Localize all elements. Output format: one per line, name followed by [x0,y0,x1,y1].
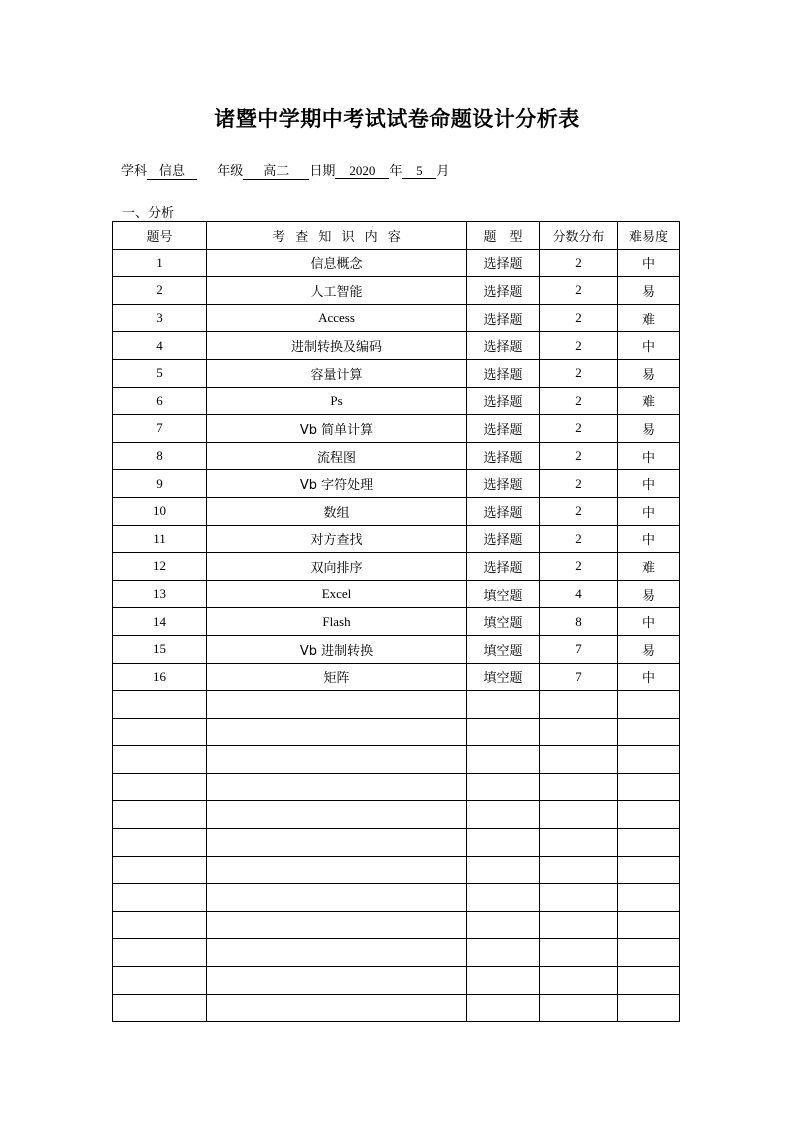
cell-score: 2 [540,525,618,553]
empty-cell [467,994,540,1022]
table-row [113,332,680,360]
cell-type: 选择题 [467,415,540,443]
table-body [113,249,680,1022]
table-row [113,387,680,415]
cell-score: 2 [540,497,618,525]
empty-cell [618,884,680,912]
table-row [113,608,680,636]
empty-cell [113,994,207,1022]
empty-cell [618,911,680,939]
cell-score: 2 [540,387,618,415]
cell-content: Access [207,304,467,332]
cell-content: Vb 进制转换 [207,635,467,663]
cell-number: 7 [113,415,207,443]
cell-type: 选择题 [467,387,540,415]
empty-cell [618,939,680,967]
cell-difficulty: 中 [618,332,680,360]
cell-content: 数组 [207,497,467,525]
month-label: 月 [436,164,450,179]
table-row [113,304,680,332]
table-row [113,553,680,581]
cell-difficulty: 难 [618,553,680,581]
cell-score: 7 [540,663,618,691]
empty-cell [467,718,540,746]
empty-cell [467,801,540,829]
empty-cell [540,884,618,912]
cell-score: 4 [540,580,618,608]
empty-cell [540,994,618,1022]
table-row [113,580,680,608]
cell-type: 选择题 [467,332,540,360]
cell-difficulty: 易 [618,359,680,387]
empty-cell [467,884,540,912]
cell-content: 流程图 [207,442,467,470]
cell-number: 8 [113,442,207,470]
empty-cell [540,829,618,857]
empty-cell [207,829,467,857]
table-row [113,497,680,525]
cell-score: 2 [540,470,618,498]
cell-number: 15 [113,635,207,663]
header-score: 分数分布 [540,222,618,250]
empty-cell [618,856,680,884]
empty-cell [618,746,680,774]
empty-cell [207,773,467,801]
cell-score: 2 [540,277,618,305]
header-content: 考 查 知 识 内 容 [207,222,467,250]
cell-difficulty: 易 [618,580,680,608]
cell-number: 1 [113,249,207,277]
cell-type: 选择题 [467,249,540,277]
empty-cell [113,856,207,884]
empty-cell [207,884,467,912]
section-title: 一、分析 [122,206,175,221]
subject-label: 学科 [121,164,148,179]
empty-cell [113,691,207,719]
empty-cell [207,994,467,1022]
cell-type: 选择题 [467,359,540,387]
cell-number: 14 [113,608,207,636]
table-row [113,277,680,305]
empty-cell [113,884,207,912]
cell-content: Ps [207,387,467,415]
empty-row [113,939,680,967]
header-difficulty: 难易度 [618,222,680,250]
empty-row [113,994,680,1022]
empty-cell [113,801,207,829]
empty-cell [113,746,207,774]
empty-cell [618,801,680,829]
month-value: 5 [402,163,436,179]
empty-cell [467,939,540,967]
empty-cell [540,691,618,719]
cell-content: 信息概念 [207,249,467,277]
empty-cell [618,967,680,995]
table-row [113,470,680,498]
empty-cell [618,718,680,746]
empty-cell [467,967,540,995]
empty-cell [540,856,618,884]
empty-cell [467,691,540,719]
empty-cell [207,967,467,995]
cell-type: 选择题 [467,470,540,498]
cell-number: 10 [113,497,207,525]
empty-cell [113,773,207,801]
cell-type: 选择题 [467,497,540,525]
cell-type: 选择题 [467,553,540,581]
cell-difficulty: 中 [618,525,680,553]
cell-type: 选择题 [467,442,540,470]
cell-score: 2 [540,415,618,443]
cell-type: 选择题 [467,304,540,332]
empty-cell [113,939,207,967]
empty-cell [540,718,618,746]
cell-type: 填空题 [467,608,540,636]
empty-cell [540,939,618,967]
empty-row [113,884,680,912]
empty-row [113,829,680,857]
table-row [113,415,680,443]
cell-score: 8 [540,608,618,636]
cell-content: Vb 简单计算 [207,415,467,443]
cell-number: 2 [113,277,207,305]
empty-cell [467,746,540,774]
empty-cell [207,718,467,746]
cell-score: 2 [540,442,618,470]
table-row [113,442,680,470]
empty-cell [207,801,467,829]
empty-row [113,718,680,746]
empty-cell [207,691,467,719]
cell-content: Vb 字符处理 [207,470,467,498]
empty-cell [618,829,680,857]
subject-value: 信息 [147,164,197,180]
cell-difficulty: 中 [618,249,680,277]
table-row [113,635,680,663]
cell-score: 7 [540,635,618,663]
cell-difficulty: 易 [618,415,680,443]
empty-cell [113,911,207,939]
empty-cell [113,967,207,995]
cell-number: 6 [113,387,207,415]
table-row [113,359,680,387]
empty-cell [113,718,207,746]
empty-cell [207,939,467,967]
empty-cell [540,746,618,774]
empty-cell [113,829,207,857]
empty-cell [207,856,467,884]
empty-cell [467,829,540,857]
empty-row [113,856,680,884]
cell-number: 4 [113,332,207,360]
empty-cell [540,911,618,939]
cell-difficulty: 难 [618,387,680,415]
cell-number: 9 [113,470,207,498]
table-row [113,525,680,553]
cell-number: 11 [113,525,207,553]
cell-score: 2 [540,359,618,387]
date-label: 日期 [309,164,336,179]
cell-type: 填空题 [467,663,540,691]
header-type: 题 型 [467,222,540,250]
cell-score: 2 [540,304,618,332]
cell-content: 人工智能 [207,277,467,305]
cell-difficulty: 易 [618,277,680,305]
document-title: 诸暨中学期中考试试卷命题设计分析表 [214,107,580,131]
analysis-table [112,221,680,1022]
empty-row [113,773,680,801]
cell-difficulty: 中 [618,497,680,525]
cell-score: 2 [540,332,618,360]
cell-content: 对方查找 [207,525,467,553]
empty-row [113,801,680,829]
grade-value: 高二 [243,164,309,180]
cell-difficulty: 中 [618,470,680,498]
empty-cell [618,691,680,719]
cell-number: 16 [113,663,207,691]
grade-label: 年级 [217,164,244,179]
empty-cell [467,856,540,884]
cell-type: 选择题 [467,525,540,553]
cell-score: 2 [540,249,618,277]
year-value: 2020 [335,163,389,179]
cell-type: 填空题 [467,580,540,608]
year-label: 年 [389,164,403,179]
cell-content: 双向排序 [207,553,467,581]
cell-type: 填空题 [467,635,540,663]
empty-cell [618,773,680,801]
empty-cell [540,773,618,801]
cell-content: 容量计算 [207,359,467,387]
cell-number: 13 [113,580,207,608]
cell-difficulty: 中 [618,663,680,691]
cell-content: 矩阵 [207,663,467,691]
empty-row [113,691,680,719]
table-row [113,249,680,277]
cell-difficulty: 中 [618,442,680,470]
empty-cell [207,746,467,774]
empty-cell [540,967,618,995]
header-row [113,222,680,250]
empty-row [113,967,680,995]
empty-cell [540,801,618,829]
header-number: 题号 [113,222,207,250]
cell-number: 3 [113,304,207,332]
cell-difficulty: 中 [618,608,680,636]
cell-content: Flash [207,608,467,636]
cell-difficulty: 难 [618,304,680,332]
empty-row [113,746,680,774]
cell-number: 12 [113,553,207,581]
cell-number: 5 [113,359,207,387]
empty-cell [467,911,540,939]
cell-type: 选择题 [467,277,540,305]
cell-content: 进制转换及编码 [207,332,467,360]
empty-cell [618,994,680,1022]
cell-difficulty: 易 [618,635,680,663]
empty-cell [467,773,540,801]
header-meta [121,160,449,180]
empty-cell [207,911,467,939]
cell-score: 2 [540,553,618,581]
table-row [113,663,680,691]
cell-content: Excel [207,580,467,608]
empty-row [113,911,680,939]
